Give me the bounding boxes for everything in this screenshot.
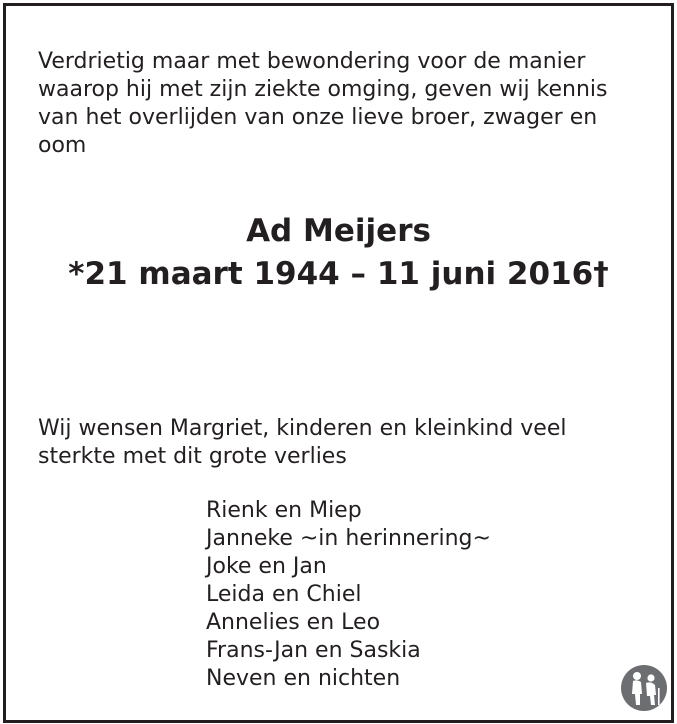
signer-item: Frans-Jan en Saskia	[206, 638, 421, 663]
intro-line: waarop hij met zijn ziekte omging, geven wij kennis	[38, 77, 608, 102]
obituary-frame	[3, 3, 674, 723]
signer-item: Janneke ~in herinnering~	[206, 526, 491, 551]
signer-item: Joke en Jan	[206, 554, 327, 579]
intro-line: van het overlijden van onze lieve broer, zwager en	[38, 105, 598, 130]
wish-line: sterkte met dit grote verlies	[38, 444, 347, 469]
intro-line: oom	[38, 133, 87, 158]
signers-list	[206, 497, 491, 693]
wish-line: Wij wensen Margriet, kinderen en kleinkind veel	[38, 416, 567, 441]
deceased-dates: *21 maart 1944 – 11 juni 2016†	[68, 256, 609, 292]
caring-figures-logo-icon	[620, 664, 668, 712]
signer-item: Rienk en Miep	[206, 498, 362, 523]
intro-line: Verdrietig maar met bewondering voor de manier	[38, 49, 586, 74]
deceased-name: Ad Meijers	[246, 213, 431, 249]
signer-item: Annelies en Leo	[206, 610, 381, 635]
wish-paragraph	[38, 415, 648, 471]
signer-item: Leida en Chiel	[206, 582, 362, 607]
signer-item: Neven en nichten	[206, 666, 401, 691]
intro-paragraph	[38, 48, 648, 160]
